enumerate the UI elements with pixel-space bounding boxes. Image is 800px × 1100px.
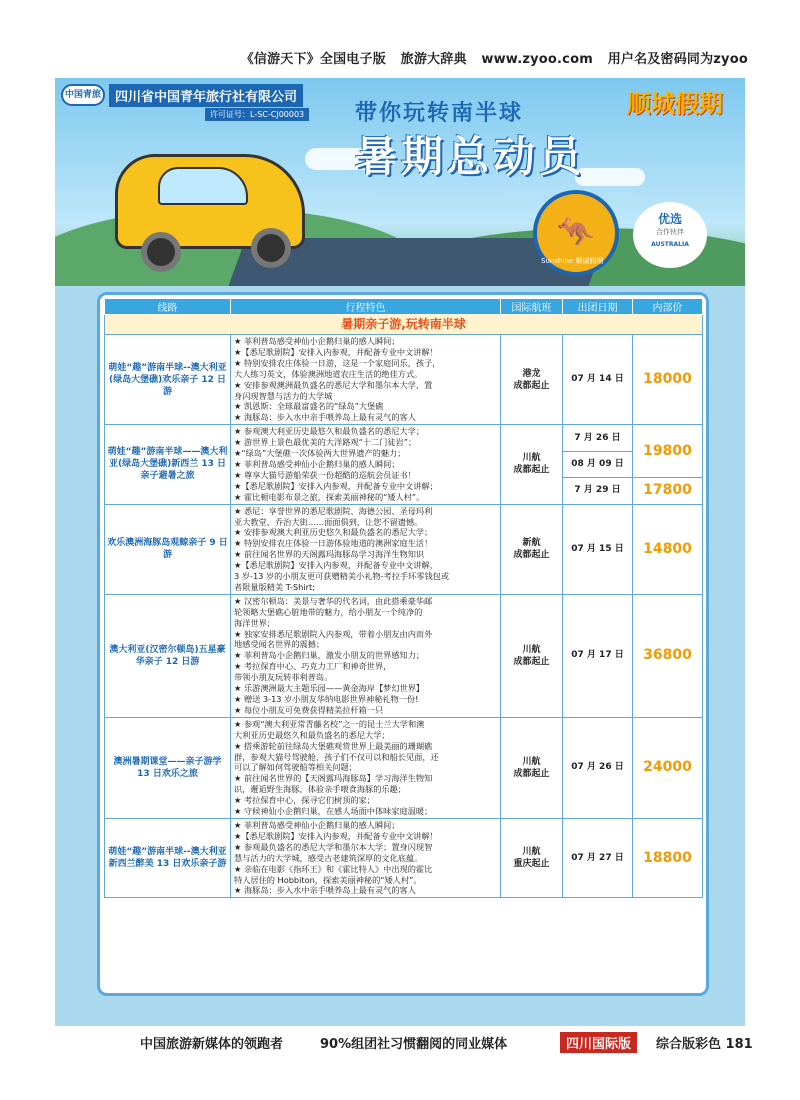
price-value: 18800 (633, 818, 703, 897)
airline: 川航 重庆起止 (501, 818, 563, 897)
feature-line: ★ 赠送 3-13 岁小朋友华纳电影世界神秘礼物一份! (234, 694, 419, 704)
feature-line: ★ 悉尼：享誉世界的悉尼歌剧院、海德公园、圣母玛利 (234, 505, 433, 516)
route-name: 欢乐澳洲海豚岛观鲸亲子 9 日游 (105, 504, 231, 594)
price-value: 14800 (633, 504, 703, 594)
feature-line: 可以了解如何驾驶船等相关问题； (234, 762, 357, 773)
company-logo-bar (61, 84, 303, 106)
feature-line: ★ 参观澳大利亚历史最悠久和最负盛名的悉尼大学； (234, 426, 425, 437)
feature-line: ★【悉尼歌剧院】安排入内参观，并配备专业中文讲解， (234, 560, 438, 571)
feature-line: ★ 独家安排悉尼歌剧院入内参观，带着小朋友由内而外 (234, 628, 433, 639)
departure-date: 7 月 26 日 (563, 425, 633, 451)
feature-line: ★ 特别安排农庄体验一日游体验地道的澳洲家庭生活！ (234, 538, 433, 549)
feature-line: ★ 尊享大猫号游船荣获一份超酷的巡航会员证书！ (234, 469, 416, 480)
feature-line: ★【悉尼歌剧院】安排入内参观，并配备专业中文讲解！ (234, 346, 438, 357)
feature-line: ★ 凯恩斯：全球最富盛名的“绿岛”大堡礁 (234, 401, 384, 412)
table-row (105, 818, 703, 897)
header-website[interactable]: www.zyoo.com (481, 52, 593, 67)
feature-line: ★ 安排参观澳洲最负盛名的悉尼大学和墨尔本大学，置 (234, 379, 433, 390)
slogan-small: 带你玩转南半球 (355, 101, 524, 126)
kangaroo-seal-icon: 🦘 (533, 190, 619, 276)
feature-line: 3 岁-13 岁的小朋友更可获赠精美小礼物-考拉手环零钱包或 (234, 571, 450, 582)
price-value: 19800 (633, 425, 703, 478)
table-row (105, 335, 703, 425)
departure-date: 07 月 14 日 (563, 335, 633, 425)
company-name: 四川省中国青年旅行社有限公司 (109, 84, 303, 107)
feature-line: 身闪现智慧与活力的大学城 (234, 390, 333, 401)
feature-line: ★ 前往闻名世界的天阁露玛海豚岛学习海洋生物知识 (234, 549, 425, 560)
license-number: 许可证号：L-SC-CJ00003 (205, 108, 309, 121)
partner-country: AUSTRALIA (651, 241, 689, 248)
feature-line: 识，邂逅野生海豚，体验亲手喂食海豚的乐趣； (234, 784, 406, 795)
price-value: 36800 (633, 594, 703, 717)
feature-line: ★ 霍比顿电影布景之旅，探索美丽神秘的“矮人村”。 (234, 491, 425, 502)
car-wheel-icon (141, 232, 181, 272)
section-title-row (105, 315, 703, 335)
departure-date: 07 月 17 日 (563, 594, 633, 717)
feature-line: ★ 亲临在电影《指环王》和《霍比特人》中出现的霍比 (234, 863, 433, 874)
feature-line: ★ 乐游澳洲最大主题乐园——黄金海岸【梦幻世界】 (234, 683, 425, 694)
price-value: 24000 (633, 717, 703, 818)
car-wheel-icon (251, 228, 291, 268)
route-features (231, 425, 501, 504)
col-features: 行程特色 (231, 299, 501, 315)
departure-date: 08 月 09 日 (563, 451, 633, 477)
table-header-row (105, 299, 703, 315)
feature-line: ★【悉尼歌剧院】安排入内参观，并配备专业中文讲解！ (234, 830, 438, 841)
slogan-big: 暑期总动员 (355, 132, 586, 181)
feature-line: ★ 菲利普岛感受神仙小企鹅归巢的感人瞬间； (234, 819, 400, 830)
seal-text: Sunshine 顺诚假期 (541, 257, 604, 265)
route-name: 萌娃“趣”游南半球--澳大利亚新西兰醉美 13 日欢乐亲子游 (105, 818, 231, 897)
route-features (231, 818, 501, 897)
col-airline: 国际航班 (501, 299, 563, 315)
feature-line: 带领小朋友玩转菲利普岛。 (234, 672, 333, 683)
footer-left: 中国旅游新媒体的领跑者 (140, 1037, 284, 1052)
feature-line: ★ 考拉保育中心、巧克力工厂和神奇世界， (234, 661, 392, 672)
route-name: 萌娃“趣”游南半球--澳大利亚(绿岛大堡礁)欢乐亲子 12 日游 (105, 335, 231, 425)
departure-date: 07 月 15 日 (563, 504, 633, 594)
itinerary-table (104, 298, 703, 898)
feature-line: ★ 参观最负盛名的悉尼大学和墨尔本大学；置身闪现智 (234, 841, 433, 852)
col-route: 线路 (105, 299, 231, 315)
feature-line: ★“绿岛”大堡礁一次体验两大世界遗产的魅力； (234, 448, 406, 459)
table-row (105, 717, 703, 818)
car-window (158, 167, 248, 205)
route-name: 澳洲暑期课堂——亲子游学 13 日欢乐之旅 (105, 717, 231, 818)
feature-line: ★ 每位小朋友可免费获得精美拉杆箱一只 (234, 704, 384, 715)
feature-line: 轮领略大堡礁心脏地带的魅力，给小朋友一个纯净的 (234, 606, 423, 617)
top-header-line (0, 48, 800, 74)
route-name: 萌娃“趣”游南半球——澳大利亚(绿岛大堡礁)新西兰 13 日亲子避暑之旅 (105, 425, 231, 504)
itinerary-card (97, 292, 709, 996)
footer-middle: 90%组团社习惯翻阅的同业媒体 (320, 1037, 508, 1052)
feature-line: 亚大教堂、乔治大街……面面俱到，让您不留遗憾。 (234, 516, 423, 527)
departure-date: 07 月 26 日 (563, 717, 633, 818)
feature-line: ★ 守候神仙小企鹅归巢，在感人场面中体味家庭温暖； (234, 806, 433, 817)
feature-line: 地感受闻名世界的震撼； (234, 639, 325, 650)
feature-line: ★ 菲利普岛小企鹅归巢，激发小朋友的世界感知力； (234, 650, 425, 661)
airline: 港龙 成都起止 (501, 335, 563, 425)
brand-name: 顺城假期 (627, 90, 723, 118)
promo-banner (55, 78, 745, 286)
feature-line: ★ 游世界上景色最优美的大洋路观“十二门徒岩”； (234, 437, 417, 448)
price-value: 18000 (633, 335, 703, 425)
feature-line: ★ 考拉保育中心，探寻它们树顶的家； (234, 795, 375, 806)
feature-line: ★ 菲利普岛感受神仙小企鹅归巢的感人瞬间； (234, 336, 400, 346)
feature-line: ★ 参观“澳大利亚常青藤名校”之一的昆士兰大学和澳 (234, 718, 425, 729)
airline: 川航 成都起止 (501, 594, 563, 717)
route-features (231, 594, 501, 717)
feature-line: ★【悉尼歌剧院】安排入内参观，并配备专业中文讲解； (234, 480, 438, 491)
feature-line: ★ 海豚岛：步入水中亲手喂养岛上最有灵气的客人 (234, 885, 416, 896)
departure-date: 07 月 27 日 (563, 818, 633, 897)
route-features (231, 717, 501, 818)
feature-line: 大利亚历史最悠久和最负盛名的悉尼大学； (234, 729, 390, 740)
feature-line: 慧与活力的大学城，感受古老建筑深厚的文化底蕴。 (234, 852, 423, 863)
route-features (231, 504, 501, 594)
feature-line: 群，参观大猫号驾驶舱，孩子们不仅可以和船长见面，还 (234, 751, 439, 762)
feature-line: ★ 搭乘游轮前往绿岛大堡礁观赏世界上最美丽的珊瑚礁 (234, 740, 433, 751)
table-row (105, 425, 703, 451)
table-row (105, 504, 703, 594)
feature-line: 大人练习英文，体验澳洲地道农庄生活的绝佳方式。 (234, 368, 423, 379)
airline: 川航 成都起止 (501, 425, 563, 504)
feature-line: ★ 菲利普岛感受神仙小企鹅归巢的感人瞬间； (234, 458, 400, 469)
airline: 新航 成都起止 (501, 504, 563, 594)
feature-line: 特人居住的 Hobbiton，探索美丽神秘的“矮人村”。 (234, 874, 422, 885)
content-panel (55, 286, 745, 1026)
page-footer (0, 1030, 800, 1054)
route-name: 澳大利亚(汉密尔顿岛)五星豪华亲子 12 日游 (105, 594, 231, 717)
departure-date: 7 月 29 日 (563, 478, 633, 504)
cyts-logo-icon: 中国青旅 (61, 84, 105, 106)
partner-subtitle: 合作伙伴 (656, 228, 684, 236)
partner-title: 优选 (657, 212, 682, 226)
feature-line: ★ 前往闻名世界的【天阁露玛海豚岛】学习海洋生物知 (234, 773, 433, 784)
table-row (105, 594, 703, 717)
header-login-hint: 用户名及密码同为zyoo (607, 52, 748, 67)
col-price: 内部价 (633, 299, 703, 315)
col-departure: 出团日期 (563, 299, 633, 315)
header-dictionary: 旅游大辞典 (400, 52, 467, 67)
footer-badge: 四川国际版 (560, 1032, 637, 1053)
section-title: 暑期亲子游,玩转南半球 (105, 315, 703, 335)
header-publication: 《信游天下》全国电子版 (240, 52, 386, 67)
feature-line: ★ 特别安排农庄体验一日游，这是一个家庭同乐，孩子， (234, 357, 441, 368)
feature-line: ★ 安排参观澳大利亚历史悠久和最负盛名的悉尼大学； (234, 527, 433, 538)
cloud-shape (575, 168, 645, 186)
footer-page: 综合版彩色 181 (656, 1037, 753, 1052)
route-features (231, 335, 501, 425)
airline: 川航 成都起止 (501, 717, 563, 818)
feature-line: ★ 汉密尔顿岛：美景与奢华的代名词，由此搭乘豪华邮 (234, 595, 433, 606)
partner-badge (633, 202, 707, 268)
price-value: 17800 (633, 478, 703, 504)
feature-line: ★ 海豚岛：步入水中亲手喂养岛上最有灵气的客人 (234, 412, 416, 423)
feature-line: 海洋世界； (234, 617, 275, 628)
feature-line: 者限量版精美 T-Shirt; (234, 581, 315, 592)
